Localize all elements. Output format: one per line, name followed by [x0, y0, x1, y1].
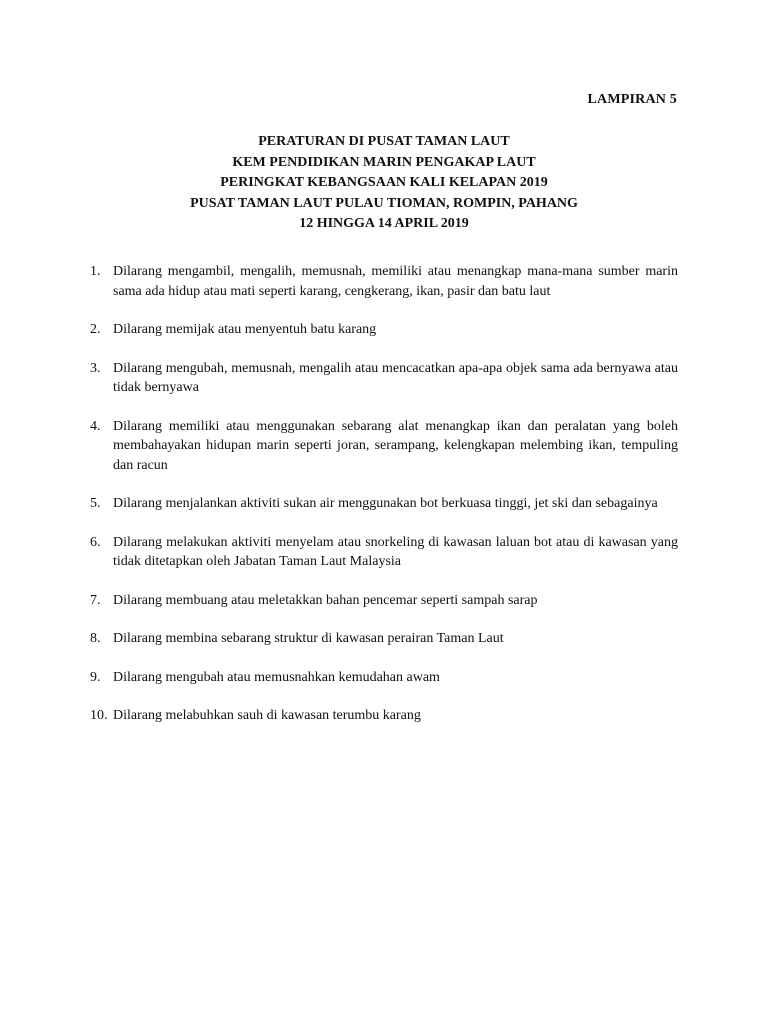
rule-item	[90, 359, 678, 398]
rule-number: 7.	[90, 592, 101, 608]
rule-text: Dilarang mengambil, mengalih, memusnah, memiliki atau menangkap mana-mana sumber marin sama ada hidup atau mati seperti karang, cengkerang, ikan, pasir dan batu laut	[113, 264, 678, 299]
rule-item	[90, 629, 678, 649]
rule-item	[90, 320, 678, 340]
title-line: 12 HINGGA 14 APRIL 2019	[299, 216, 469, 231]
rule-text: Dilarang melakukan aktiviti menyelam atau snorkeling di kawasan laluan bot atau di kawasan yang tidak ditetapkan oleh Jabatan Taman Laut Malaysia	[113, 534, 678, 569]
rule-text: Dilarang mengubah, memusnah, mengalih atau mencacatkan apa-apa objek sama ada bernyawa atau tidak bernyawa	[113, 360, 678, 395]
title-line: PUSAT TAMAN LAUT PULAU TIOMAN, ROMPIN, PAHANG	[190, 195, 578, 211]
rule-item	[90, 668, 678, 688]
title-line: PERATURAN DI PUSAT TAMAN LAUT	[258, 134, 510, 149]
rule-item	[90, 494, 678, 514]
rule-item	[90, 533, 678, 572]
rule-text: Dilarang membina sebarang struktur di kawasan perairan Taman Laut	[113, 631, 504, 646]
rules-list	[90, 262, 678, 745]
rule-number: 3.	[90, 360, 101, 376]
rule-number: 1.	[90, 264, 101, 279]
rule-item	[90, 706, 678, 726]
rule-text: Dilarang membuang atau meletakkan bahan pencemar seperti sampah sarap	[113, 592, 538, 608]
rule-text: Dilarang memiliki atau menggunakan sebarang alat menangkap ikan dan peralatan yang boleh membahayakan hidupan marin seperti joran, serampang, kelengkapan melembing ikan, tempuling dan racun	[113, 418, 678, 473]
rule-number: 2.	[90, 322, 101, 337]
document-title	[0, 132, 768, 235]
rule-number: 5.	[90, 496, 101, 511]
rule-number: 8.	[90, 631, 101, 646]
title-line: KEM PENDIDIKAN MARIN PENGAKAP LAUT	[232, 154, 536, 170]
rule-number: 9.	[90, 669, 101, 685]
annex-label: LAMPIRAN 5	[587, 92, 677, 107]
rule-item	[90, 417, 678, 476]
rule-item	[90, 591, 678, 611]
rule-text: Dilarang menjalankan aktiviti sukan air menggunakan bot berkuasa tinggi, jet ski dan sebagainya	[113, 496, 658, 511]
rule-item	[90, 262, 678, 301]
rule-number: 6.	[90, 534, 101, 550]
rule-text: Dilarang mengubah atau memusnahkan kemudahan awam	[113, 669, 440, 685]
rule-text: Dilarang melabuhkan sauh di kawasan terumbu karang	[113, 708, 421, 723]
title-line: PERINGKAT KEBANGSAAN KALI KELAPAN 2019	[220, 175, 548, 190]
rule-number: 4.	[90, 418, 101, 434]
rule-text: Dilarang memijak atau menyentuh batu karang	[113, 322, 377, 337]
rule-number: 10.	[90, 708, 108, 723]
